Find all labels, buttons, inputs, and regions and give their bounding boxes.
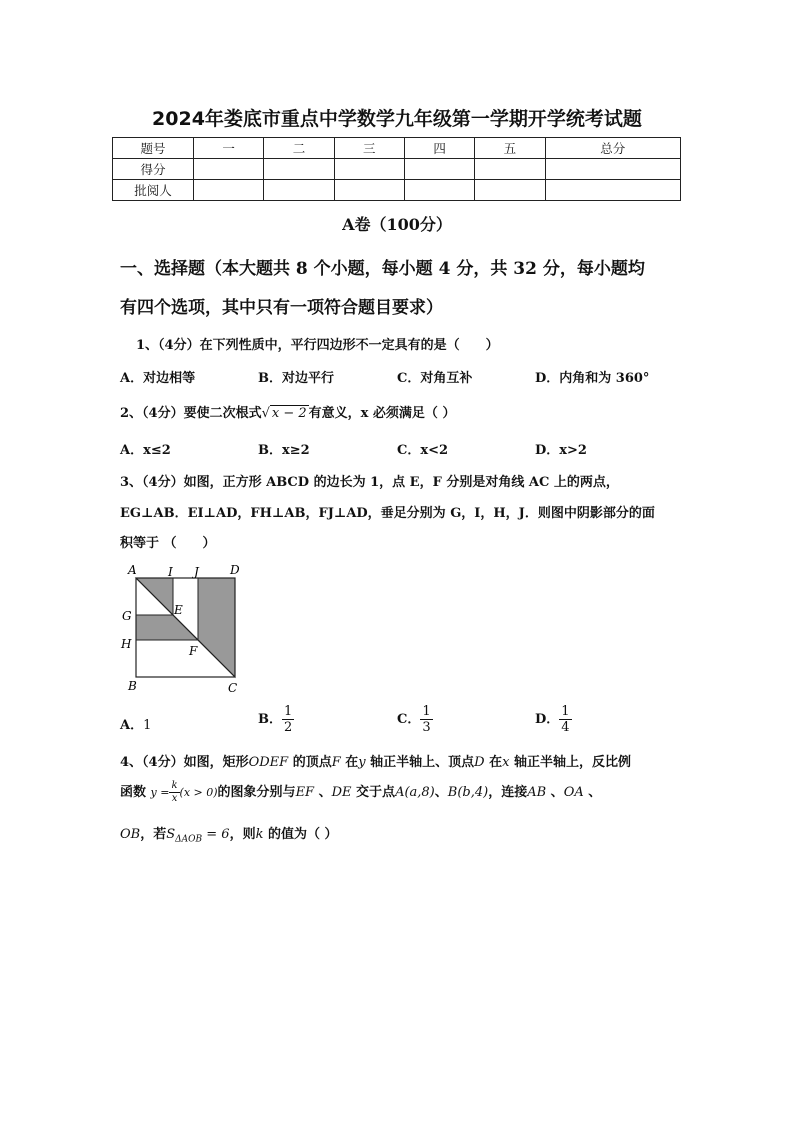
score-cell [264, 159, 334, 180]
label-j: J [194, 565, 199, 579]
table-cell: 五 [475, 138, 545, 159]
label-d: D [230, 563, 240, 577]
q2-option-d: D．x>2 [535, 443, 587, 458]
score-cell [334, 159, 404, 180]
q1-stem: 1、（4分）在下列性质中，平行四边形不一定具有的是（ ） [136, 338, 499, 353]
q4-text: 函数 [120, 785, 147, 800]
q2-radicand: x − 2 [271, 406, 307, 421]
q3-line2: EG⊥AB．EI⊥AD，FH⊥AB，FJ⊥AD，垂足分别为 G，I，H，J．则图中阴影部分的面 [120, 506, 655, 521]
q4-math: ODEF [248, 755, 289, 770]
volume-heading: A卷（100分） [342, 215, 452, 234]
q3-line3: 积等于 （ ） [120, 536, 216, 551]
score-table [112, 137, 681, 201]
label-c: C [228, 681, 238, 695]
q1-option-c: C．对角互补 [397, 371, 473, 386]
q4-text: 、 [434, 785, 448, 800]
q4-math-subscript: ΔAOB [175, 834, 203, 845]
score-cell [194, 180, 264, 201]
q4-math: EF [295, 785, 315, 800]
sqrt-sign: √ [261, 406, 270, 421]
q4-math: AB [527, 785, 547, 800]
q4-text: 、 [583, 785, 602, 800]
q4-line3 [120, 823, 690, 845]
page-title: 2024年娄底市重点中学数学九年级第一学期开学统考试题 [152, 108, 642, 130]
q2-option-b: B．x≥2 [258, 443, 310, 458]
label-h: H [121, 637, 132, 651]
label-e: E [174, 603, 183, 617]
q4-line1 [120, 751, 690, 770]
q1-option-b: B．对边平行 [258, 371, 334, 386]
q4-text: 在 [340, 755, 359, 770]
q4-math: x [502, 755, 510, 770]
q4-text: 的图象分别与 [217, 785, 296, 800]
fraction-numerator: k [171, 780, 178, 791]
score-cell [545, 180, 680, 201]
q4-math: A(a,8) [395, 785, 435, 800]
fraction-numerator: 1 [422, 704, 431, 719]
fraction [420, 704, 432, 735]
q4-text: ，若 [140, 827, 167, 842]
fraction-numerator: 1 [284, 704, 293, 719]
q4-text: 、 [546, 785, 564, 800]
fraction-denominator: 2 [284, 720, 293, 735]
q4-math: y [358, 755, 366, 770]
fraction [169, 780, 179, 805]
section-heading-line2: 有四个选项，其中只有一项符合题目要求） [120, 298, 443, 318]
q4-text: 轴正半轴上，反比例 [509, 755, 632, 770]
label-i: I [168, 565, 173, 579]
q3-option-a-value: 1 [143, 718, 152, 733]
table-cell: 一 [194, 138, 264, 159]
q2-option-a: A．x≤2 [120, 443, 171, 458]
q3-option-a-label: A． [120, 718, 144, 733]
q4-text: 轴正半轴上、顶点 [365, 755, 475, 770]
score-cell [194, 159, 264, 180]
q4-math: S [166, 827, 176, 842]
q4-text: 交于点 [351, 785, 396, 800]
q3-option-c-label: C． [397, 712, 421, 727]
q4-math: k [255, 827, 264, 842]
q4-text: ，则 [229, 827, 256, 842]
q4-math: OB [120, 827, 141, 842]
score-cell [545, 159, 680, 180]
q4-math: B(b,4) [447, 785, 489, 800]
label-a: A [128, 563, 137, 577]
q4-math: y = [150, 786, 170, 799]
q3-line1: 3、（4分）如图，正方形 ABCD 的边长为 1，点 E，F 分别是对角线 AC 上的两点， [120, 475, 619, 490]
score-cell [264, 180, 334, 201]
q1-option-d: D．内角和为 360° [535, 371, 650, 386]
q4-text: ，连接 [488, 785, 528, 800]
shaded-trapezoid-jdcf [198, 578, 235, 677]
table-cell: 总分 [545, 138, 680, 159]
table-cell: 三 [334, 138, 404, 159]
q4-text: 在 [484, 755, 503, 770]
q2-stem-post: 有意义，x 必须满足（ ） [308, 406, 456, 421]
fraction [282, 704, 294, 735]
score-cell [334, 180, 404, 201]
table-cell: 二 [264, 138, 334, 159]
table-row [113, 159, 681, 180]
fraction [559, 704, 571, 735]
q3-option-a [120, 714, 151, 733]
table-cell: 批阅人 [113, 180, 194, 201]
q3-option-b-label: B． [258, 712, 282, 727]
shaded-trapezoid-gefh [136, 615, 198, 640]
label-b: B [128, 679, 137, 693]
table-row [113, 138, 681, 159]
fraction-denominator: 3 [422, 720, 431, 735]
table-cell: 得分 [113, 159, 194, 180]
q4-text: 的顶点 [288, 755, 332, 770]
q4-text: 4、（4分）如图，矩形 [120, 755, 249, 770]
q3-option-c [397, 704, 433, 735]
q3-option-d [535, 704, 572, 735]
label-f: F [189, 644, 198, 658]
fraction-denominator: x [171, 793, 178, 804]
fraction-denominator: 4 [561, 720, 570, 735]
score-cell [404, 180, 474, 201]
q4-line2 [120, 780, 690, 805]
q4-math: (x > 0) [179, 786, 218, 799]
q4-text: 、 [314, 785, 332, 800]
table-cell: 题号 [113, 138, 194, 159]
table-row [113, 180, 681, 201]
q3-option-b [258, 704, 294, 735]
score-cell [475, 180, 545, 201]
q4-math: D [474, 755, 485, 770]
q4-math: OA [563, 785, 584, 800]
label-g: G [122, 609, 132, 623]
fraction-numerator: 1 [561, 704, 570, 719]
q2-option-c: C．x<2 [397, 443, 449, 458]
q4-text: 的值为（ ） [263, 827, 338, 842]
q3-figure [118, 560, 250, 698]
q3-option-d-label: D． [535, 712, 560, 727]
q2-stem-pre: 2、（4分）要使二次根式 [120, 406, 262, 421]
table-cell: 四 [404, 138, 474, 159]
q1-option-a: A．对边相等 [120, 371, 196, 386]
section-heading-line1: 一、选择题（本大题共 8 个小题，每小题 4 分，共 32 分，每小题均 [120, 259, 645, 279]
score-cell [404, 159, 474, 180]
q4-math: F [331, 755, 341, 770]
q2-stem [120, 402, 690, 421]
score-cell [475, 159, 545, 180]
q4-math: = 6 [202, 827, 230, 842]
q4-math: DE [331, 785, 352, 800]
